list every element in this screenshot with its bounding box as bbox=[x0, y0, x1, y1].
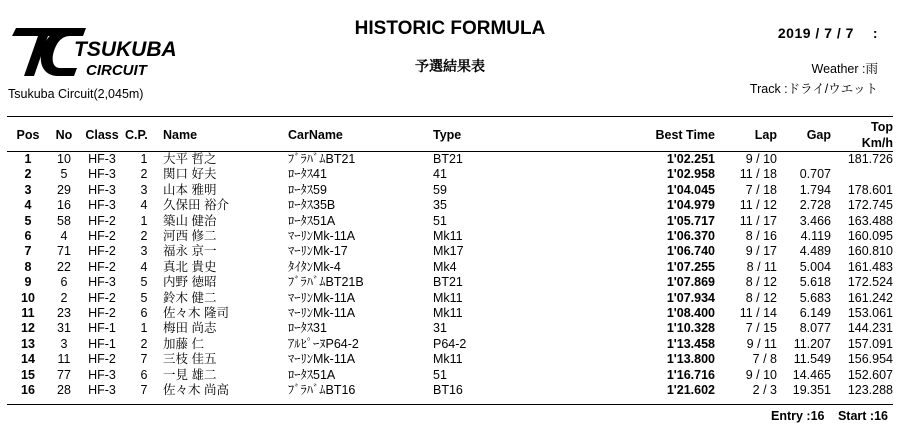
cell-car: ﾀｲﾀﾝMk-4 bbox=[288, 259, 341, 274]
cell-top: 181.726 bbox=[847, 152, 893, 166]
cell-top: 163.488 bbox=[847, 213, 893, 228]
entry-count: Entry :16 bbox=[770, 409, 825, 423]
cell-no: 23 bbox=[57, 306, 71, 321]
col-pos: Pos bbox=[16, 127, 40, 142]
cell-type: P64-2 bbox=[433, 336, 467, 351]
cell-gap: 11.207 bbox=[793, 336, 831, 351]
cell-cp: 6 bbox=[140, 306, 148, 321]
cell-car: ｱﾙﾋﾟｰﾇP64-2 bbox=[288, 336, 359, 351]
cell-name: 梅田 尚志 bbox=[163, 321, 217, 336]
cell-type: Mk17 bbox=[433, 244, 464, 259]
results-table bbox=[7, 117, 893, 399]
cell-gap: 11.549 bbox=[793, 352, 831, 367]
cell-type: Mk11 bbox=[433, 229, 463, 244]
cell-best: 1'02.958 bbox=[666, 167, 715, 182]
cell-best: 1'07.869 bbox=[666, 275, 715, 290]
cell-cp: 1 bbox=[140, 321, 148, 336]
cell-name: 河西 修二 bbox=[163, 229, 217, 244]
cell-cp: 2 bbox=[140, 229, 148, 244]
cell-name: 三枝 佳五 bbox=[163, 352, 217, 367]
track-condition: Track :ドライ/ウエット bbox=[749, 82, 878, 96]
logo-text-circuit: CIRCUIT bbox=[86, 62, 147, 79]
cell-name: 佐々木 隆司 bbox=[163, 306, 229, 321]
cell-no: 71 bbox=[57, 244, 71, 259]
cell-cp: 2 bbox=[140, 167, 148, 182]
cell-top: 161.483 bbox=[847, 259, 893, 274]
cell-lap: 11 / 17 bbox=[739, 213, 777, 228]
cell-best: 1'05.717 bbox=[666, 213, 715, 228]
cell-type: 35 bbox=[433, 198, 447, 213]
cell-gap: 1.794 bbox=[799, 182, 831, 197]
cell-name: 佐々木 尚高 bbox=[163, 383, 229, 398]
cell-name: 築山 健治 bbox=[163, 213, 217, 228]
cell-car: ﾏｰﾘﾝMk-11A bbox=[288, 306, 356, 321]
page-title: HISTORIC FORMULA bbox=[354, 18, 546, 39]
col-lap: Lap bbox=[754, 127, 777, 142]
cell-class: HF-3 bbox=[88, 367, 116, 382]
cell-lap: 11 / 12 bbox=[739, 198, 777, 213]
cell-no: 28 bbox=[57, 383, 71, 398]
table-row bbox=[7, 352, 893, 367]
cell-name: 福永 京一 bbox=[163, 244, 217, 259]
table-row bbox=[7, 337, 893, 352]
cell-class: HF-3 bbox=[88, 182, 116, 197]
cell-cp: 1 bbox=[140, 213, 148, 228]
cell-cp: 4 bbox=[140, 259, 148, 274]
cell-no: 77 bbox=[57, 367, 71, 382]
cell-gap: 5.618 bbox=[799, 275, 831, 290]
cell-name: 大平 哲之 bbox=[163, 152, 217, 166]
cell-car: ﾛｰﾀｽ51A bbox=[288, 213, 336, 228]
cell-top: 172.745 bbox=[847, 198, 893, 213]
cell-top: 172.524 bbox=[847, 275, 893, 290]
cell-type: 51 bbox=[433, 367, 447, 382]
cell-best: 1'07.255 bbox=[666, 259, 715, 274]
col-top-unit: Km/h bbox=[861, 135, 893, 150]
cell-no: 11 bbox=[57, 352, 71, 367]
cell-car: ﾏｰﾘﾝMk-11A bbox=[288, 352, 356, 367]
cell-top: 160.095 bbox=[847, 229, 893, 244]
cell-pos: 5 bbox=[24, 213, 32, 228]
cell-no: 22 bbox=[57, 259, 71, 274]
cell-pos: 6 bbox=[24, 229, 32, 244]
cell-gap bbox=[777, 152, 831, 167]
cell-car: ﾏｰﾘﾝMk-17 bbox=[288, 244, 348, 259]
cell-lap: 11 / 14 bbox=[739, 306, 777, 321]
cell-pos: 3 bbox=[24, 182, 32, 197]
cell-gap: 19.351 bbox=[792, 383, 831, 398]
cell-no: 2 bbox=[60, 290, 68, 305]
cell-lap: 8 / 12 bbox=[745, 290, 777, 305]
page-subtitle: 予選結果表 bbox=[415, 58, 485, 74]
cell-pos: 2 bbox=[24, 167, 32, 182]
cell-name: 真北 貴史 bbox=[163, 259, 217, 274]
table-row bbox=[7, 275, 893, 290]
cell-best: 1'16.716 bbox=[666, 367, 715, 382]
cell-car: ﾛｰﾀｽ31 bbox=[288, 321, 327, 336]
cell-pos: 13 bbox=[21, 336, 35, 351]
cell-cp: 7 bbox=[140, 352, 148, 367]
cell-lap: 11 / 18 bbox=[739, 167, 777, 182]
table-row bbox=[7, 260, 893, 275]
logo-text-tsukuba: TSUKUBA bbox=[74, 38, 177, 61]
cell-class: HF-1 bbox=[88, 336, 116, 351]
cell-gap: 0.707 bbox=[799, 167, 831, 182]
cell-lap: 2 / 3 bbox=[752, 383, 777, 398]
cell-lap: 7 / 15 bbox=[745, 321, 777, 336]
cell-name: 関口 好夫 bbox=[163, 167, 217, 182]
cell-car: ﾛｰﾀｽ51A bbox=[288, 367, 336, 382]
cell-pos: 11 bbox=[21, 306, 35, 321]
cell-class: HF-1 bbox=[88, 321, 116, 336]
cell-gap: 6.149 bbox=[799, 306, 831, 321]
cell-class: HF-2 bbox=[88, 306, 116, 321]
table-row bbox=[7, 368, 893, 383]
table-row bbox=[7, 167, 893, 182]
cell-best: 1'13.800 bbox=[666, 352, 715, 367]
cell-pos: 16 bbox=[21, 383, 35, 398]
cell-top bbox=[831, 167, 893, 182]
cell-name: 加藤 仁 bbox=[163, 336, 204, 351]
cell-gap: 4.489 bbox=[799, 244, 831, 259]
table-row bbox=[7, 229, 893, 244]
cell-type: BT21 bbox=[433, 275, 463, 290]
cell-class: HF-2 bbox=[88, 259, 116, 274]
cell-no: 16 bbox=[57, 198, 71, 213]
results-body bbox=[7, 152, 893, 399]
table-row bbox=[7, 198, 893, 213]
cell-top: 156.954 bbox=[847, 352, 893, 367]
cell-type: 41 bbox=[433, 167, 447, 182]
cell-cp: 5 bbox=[140, 275, 148, 290]
cell-car: ﾛｰﾀｽ35B bbox=[288, 198, 336, 213]
entry-start-summary bbox=[761, 409, 888, 423]
cell-best: 1'06.740 bbox=[666, 244, 715, 259]
cell-no: 58 bbox=[57, 213, 71, 228]
cell-cp: 6 bbox=[140, 367, 148, 382]
cell-lap: 9 / 11 bbox=[746, 336, 777, 351]
table-row bbox=[7, 183, 893, 198]
col-top-label: Top bbox=[871, 119, 893, 134]
weather-info: Weather :雨 bbox=[811, 62, 878, 76]
cell-cp: 7 bbox=[140, 383, 148, 398]
cell-pos: 9 bbox=[24, 275, 32, 290]
cell-pos: 1 bbox=[24, 152, 32, 166]
cell-class: HF-3 bbox=[88, 152, 116, 166]
cell-car: ﾏｰﾘﾝMk-11A bbox=[288, 290, 356, 305]
cell-no: 10 bbox=[57, 152, 71, 166]
cell-type: Mk4 bbox=[433, 259, 457, 274]
cell-pos: 15 bbox=[21, 367, 35, 382]
cell-best: 1'13.458 bbox=[666, 336, 715, 351]
table-row bbox=[7, 306, 893, 321]
cell-pos: 7 bbox=[24, 244, 32, 259]
cell-class: HF-2 bbox=[88, 290, 116, 305]
cell-cp: 1 bbox=[140, 152, 148, 166]
table-bottom-rule bbox=[7, 404, 893, 405]
cell-type: Mk11 bbox=[433, 290, 463, 305]
cell-cp: 2 bbox=[140, 336, 148, 351]
cell-lap: 8 / 11 bbox=[746, 259, 777, 274]
cell-pos: 4 bbox=[24, 198, 32, 213]
cell-name: 久保田 裕介 bbox=[163, 198, 229, 213]
cell-class: HF-2 bbox=[88, 244, 116, 259]
cell-cp: 3 bbox=[140, 182, 148, 197]
cell-class: HF-3 bbox=[88, 167, 116, 182]
col-best-time: Best Time bbox=[655, 127, 715, 142]
cell-no: 4 bbox=[60, 229, 68, 244]
cell-type: Mk11 bbox=[433, 352, 463, 367]
cell-gap: 5.004 bbox=[799, 259, 831, 274]
cell-class: HF-3 bbox=[88, 198, 116, 213]
cell-type: 31 bbox=[433, 321, 447, 336]
cell-top: 160.810 bbox=[847, 244, 893, 259]
cell-type: 59 bbox=[433, 182, 447, 197]
cell-name: 山本 雅明 bbox=[163, 182, 217, 197]
cell-no: 5 bbox=[60, 167, 68, 182]
cell-top: 123.288 bbox=[847, 383, 893, 398]
cell-cp: 5 bbox=[140, 290, 148, 305]
cell-name: 一見 雄二 bbox=[163, 367, 217, 382]
cell-name: 内野 徳昭 bbox=[163, 275, 217, 290]
cell-pos: 8 bbox=[24, 259, 32, 274]
table-header-row bbox=[7, 117, 893, 152]
cell-best: 1'04.045 bbox=[666, 182, 715, 197]
table-row bbox=[7, 321, 893, 336]
cell-lap: 8 / 16 bbox=[745, 229, 777, 244]
cell-lap: 7 / 8 bbox=[752, 352, 777, 367]
cell-type: 51 bbox=[433, 213, 447, 228]
cell-lap: 9 / 10 bbox=[745, 367, 777, 382]
cell-type: BT16 bbox=[433, 383, 463, 398]
cell-gap: 8.077 bbox=[799, 321, 831, 336]
cell-lap: 9 / 17 bbox=[745, 244, 777, 259]
cell-car: ﾌﾞﾗﾊﾞﾑBT21 bbox=[288, 152, 356, 166]
start-count: Start :16 bbox=[837, 409, 888, 423]
table-row bbox=[7, 291, 893, 306]
cell-lap: 8 / 12 bbox=[745, 275, 777, 290]
col-carname: CarName bbox=[288, 127, 343, 142]
cell-cp: 3 bbox=[140, 244, 148, 259]
cell-gap: 4.119 bbox=[800, 229, 831, 244]
cell-class: HF-3 bbox=[88, 275, 116, 290]
table-row bbox=[7, 244, 893, 259]
cell-top: 152.607 bbox=[847, 367, 893, 382]
cell-car: ﾌﾞﾗﾊﾞﾑBT16 bbox=[288, 383, 356, 398]
cell-no: 6 bbox=[60, 275, 68, 290]
cell-class: HF-2 bbox=[88, 352, 116, 367]
cell-lap: 7 / 18 bbox=[745, 182, 777, 197]
cell-pos: 10 bbox=[21, 290, 35, 305]
col-cp: C.P. bbox=[125, 127, 148, 142]
table-row bbox=[7, 214, 893, 229]
cell-gap: 3.466 bbox=[799, 213, 831, 228]
cell-pos: 14 bbox=[21, 352, 35, 367]
cell-cp: 4 bbox=[140, 198, 148, 213]
table-row bbox=[7, 152, 893, 167]
cell-pos: 12 bbox=[21, 321, 35, 336]
cell-gap: 5.683 bbox=[799, 290, 831, 305]
cell-car: ﾏｰﾘﾝMk-11A bbox=[288, 229, 356, 244]
cell-top: 161.242 bbox=[847, 290, 893, 305]
cell-top: 178.601 bbox=[847, 182, 893, 197]
cell-class: HF-2 bbox=[88, 213, 116, 228]
cell-top: 157.091 bbox=[847, 336, 893, 351]
cell-top: 153.061 bbox=[847, 306, 893, 321]
cell-best: 1'08.400 bbox=[666, 306, 715, 321]
cell-best: 1'21.602 bbox=[666, 383, 715, 398]
cell-best: 1'06.370 bbox=[666, 229, 715, 244]
cell-class: HF-2 bbox=[88, 229, 116, 244]
cell-no: 29 bbox=[57, 182, 71, 197]
circuit-name: Tsukuba Circuit(2,045m) bbox=[8, 87, 144, 101]
cell-car: ﾛｰﾀｽ41 bbox=[288, 167, 327, 182]
cell-type: BT21 bbox=[433, 152, 463, 166]
cell-no: 31 bbox=[57, 321, 71, 336]
col-name: Name bbox=[163, 127, 198, 142]
col-type: Type bbox=[433, 127, 462, 142]
cell-car: ﾌﾞﾗﾊﾞﾑBT21B bbox=[288, 275, 364, 290]
cell-class: HF-3 bbox=[88, 383, 116, 398]
cell-name: 鈴木 健二 bbox=[163, 290, 217, 305]
col-class: Class bbox=[85, 127, 119, 142]
table-row bbox=[7, 383, 893, 398]
cell-gap: 14.465 bbox=[792, 367, 831, 382]
col-top-speed bbox=[831, 117, 893, 152]
cell-best: 1'07.934 bbox=[666, 290, 715, 305]
col-gap: Gap bbox=[806, 127, 831, 142]
cell-best: 1'04.979 bbox=[666, 198, 715, 213]
cell-best: 1'02.251 bbox=[666, 152, 715, 166]
cell-type: Mk11 bbox=[433, 306, 463, 321]
cell-top: 144.231 bbox=[847, 321, 893, 336]
cell-no: 3 bbox=[60, 336, 68, 351]
col-no: No bbox=[55, 127, 73, 142]
cell-car: ﾛｰﾀｽ59 bbox=[288, 182, 327, 197]
cell-gap: 2.728 bbox=[799, 198, 831, 213]
event-date: 2019 / 7 / 7 : bbox=[777, 25, 878, 41]
cell-lap: 9 / 10 bbox=[745, 152, 777, 166]
cell-best: 1'10.328 bbox=[666, 321, 715, 336]
